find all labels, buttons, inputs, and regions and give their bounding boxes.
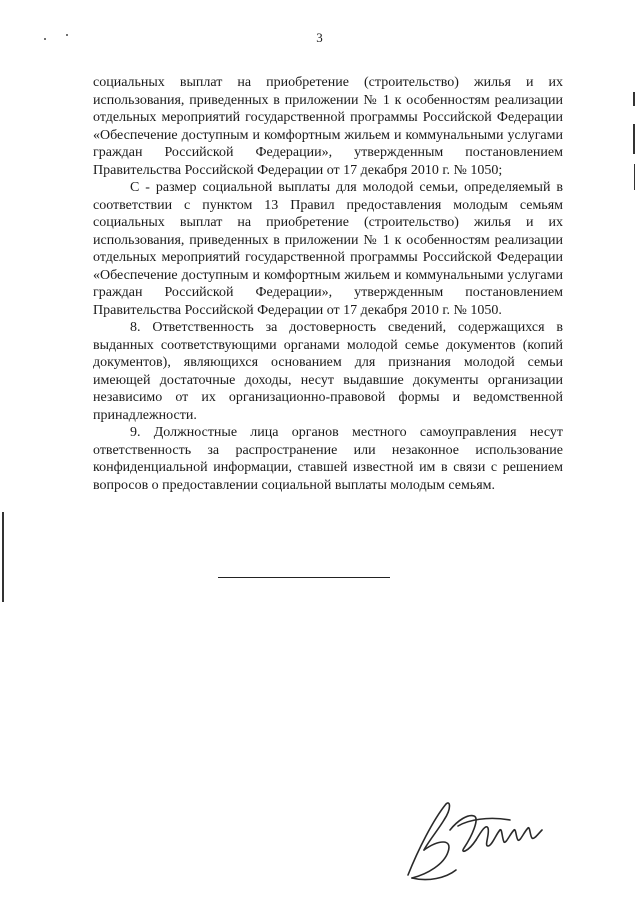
paragraph-definition-c: С - размер социальной выплаты для молодой семьи, определяемый в соответствии с пунктом 13 Правил предоставления молодым семьям социальных выплат на приобретение (строительство) жилья и их использования, приведенных в приложении № 1 к особенностям реализации отдельных мероприятий государственной программы Российской Федерации «Обеспечение доступным и комфортным жильем и коммунальными услугами граждан Российской Федерации», утвержденным постановлением Правительства Российской Федерации от 17 декабря 2010 г. № 1050.	[93, 180, 563, 318]
scan-edge-mark	[633, 92, 635, 106]
paragraph-continuation: социальных выплат на приобретение (строительство) жилья и их использования, приведенных в приложении № 1 к особенностям реализации отдельных мероприятий государственной программы Российской Федерации «Обеспечение доступным и комфортным жильем и коммунальными услугами граждан Российской Федерации», утвержденным постановлением Правительства Российской Федерации от 17 декабря 2010 г. № 1050;	[93, 75, 563, 178]
scan-edge-mark	[633, 124, 635, 154]
page-number: 3	[316, 30, 323, 45]
handwritten-signature	[398, 790, 548, 890]
document-body	[93, 74, 563, 494]
paragraph-item-9: 9. Должностные лица органов местного самоуправления несут ответственность за распространение или незаконное использование конфиденциальной информации, ставшей известной им в связи с решением вопросов о предоставлении социальной выплаты молодым семьям.	[93, 425, 563, 493]
scan-edge-mark	[634, 164, 635, 190]
paragraph-item-8: 8. Ответственность за достоверность сведений, содержащихся в выданных соответствующими органами молодой семье документов (копий документов), являющихся основанием для признания молодой семьи имеющей достаточные доходы, несут выдавшие документы организации независимо от их организационно-правовой формы и ведомственной принадлежности.	[93, 320, 563, 423]
end-separator-line	[218, 577, 390, 578]
scan-edge-mark	[2, 512, 4, 602]
